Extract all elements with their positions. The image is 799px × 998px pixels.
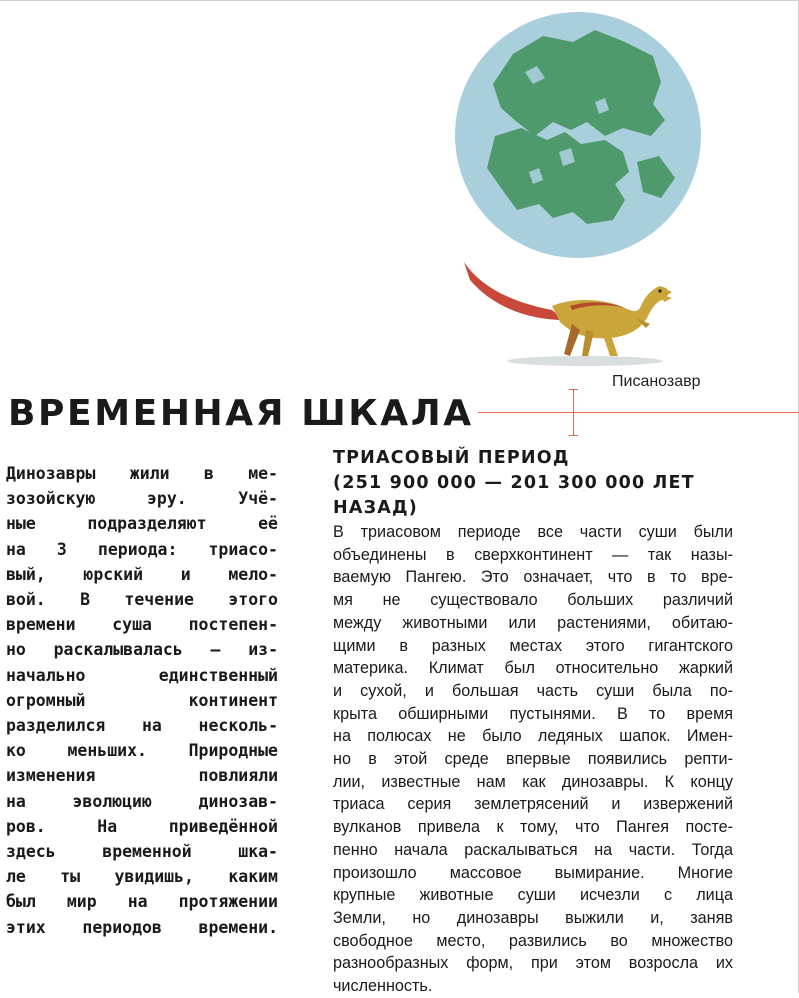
intro-line: ле ты увидишь, каким bbox=[6, 867, 278, 887]
intro-line: зозойскую эру. Учё- bbox=[6, 489, 278, 509]
intro-line: здесь временной шка- bbox=[6, 842, 278, 862]
triassic-body-line: и сухой, и большая часть суши была по- bbox=[333, 681, 733, 700]
pisanosaurus-image bbox=[460, 258, 675, 370]
triassic-body-line: мя не существовало больших различий bbox=[333, 591, 733, 610]
pangea-globe-image bbox=[455, 12, 701, 258]
triassic-heading-line: ТРИАСОВЫЙ ПЕРИОД bbox=[333, 448, 570, 468]
triassic-body-line: ваемую Пангею. Это означает, что в то вре- bbox=[333, 568, 733, 587]
triassic-body-line: крупные животные суши исчезли с лица bbox=[333, 886, 733, 905]
intro-paragraph bbox=[6, 461, 278, 940]
intro-line: ные подразделяют её bbox=[6, 514, 278, 534]
intro-line: был мир на протяжении bbox=[6, 892, 278, 912]
intro-line: изменения повлияли bbox=[6, 766, 278, 786]
triassic-body-line: вулканов привела к тому, что Пангея посте- bbox=[333, 818, 733, 837]
triassic-body-line: пенно начала раскалываться на части. Тогда bbox=[333, 840, 733, 859]
triassic-body-line: триаса серия землетрясений и извержений bbox=[333, 795, 733, 814]
dino-leg-back bbox=[564, 324, 580, 356]
timeline-line bbox=[478, 412, 799, 413]
page-title: ВРЕМЕННАЯ ШКАЛА bbox=[8, 393, 474, 434]
timeline-marker-tick-top bbox=[569, 389, 578, 390]
triassic-body-line: лии, известные нам как динозавры. К концу bbox=[333, 772, 733, 791]
triassic-body-line: на полюсах не было ледяных шапок. Имен- bbox=[333, 727, 733, 746]
intro-line: но раскалывалась — из- bbox=[6, 640, 278, 660]
triassic-body bbox=[333, 521, 733, 998]
intro-line: вый, юрский и мело- bbox=[6, 564, 278, 584]
intro-line: ко меньших. Природные bbox=[6, 741, 278, 761]
triassic-body-line: численность. bbox=[333, 977, 433, 996]
intro-line: Динозавры жили в ме- bbox=[6, 464, 278, 483]
timeline-marker bbox=[573, 389, 574, 436]
timeline-marker-tick-bottom bbox=[569, 435, 578, 436]
intro-line: начально единственный bbox=[6, 665, 278, 685]
triassic-body-line: объединены в сверхконтинент — так назы- bbox=[333, 545, 733, 564]
dino-body bbox=[552, 286, 668, 338]
triassic-body-line: разнообразных форм, при этом возросла их bbox=[333, 954, 733, 973]
intro-line: ров. На приведённой bbox=[6, 816, 278, 836]
triassic-body-line: между животными или растениями, обитаю- bbox=[333, 613, 733, 632]
triassic-body-line: но в этой среде впервые появились репти- bbox=[333, 750, 733, 769]
triassic-heading-line: (251 900 000 — 201 300 000 ЛЕТ bbox=[333, 473, 695, 493]
intro-line: этих периодов времени. bbox=[6, 917, 278, 937]
triassic-body-line: произошло массовое вымирание. Многие bbox=[333, 863, 733, 882]
dinosaur-caption: Писанозавр bbox=[612, 373, 701, 390]
intro-line: времени суша постепен- bbox=[6, 615, 278, 635]
triassic-heading-line: НАЗАД) bbox=[333, 498, 418, 518]
triassic-body-line: В триасовом периоде все части суши были bbox=[333, 523, 733, 541]
intro-line: на 3 периода: триасо- bbox=[6, 539, 278, 559]
intro-line: разделился на несколь- bbox=[6, 716, 278, 736]
triassic-body-line: материка. Климат был относительно жаркий bbox=[333, 659, 733, 678]
triassic-heading bbox=[333, 446, 753, 521]
intro-line: огромный континент bbox=[6, 690, 278, 710]
triassic-body-line: Земли, но динозавры выжили и, заняв bbox=[333, 908, 733, 927]
triassic-body-line: свободное место, развились во множество bbox=[333, 931, 733, 950]
triassic-body-line: крыта обширными пустынями. В то время bbox=[333, 704, 733, 723]
intro-line: вой. В течение этого bbox=[6, 590, 278, 610]
triassic-body-line: щими в разных местах этого гигантского bbox=[333, 636, 733, 655]
dino-tail bbox=[464, 262, 564, 320]
intro-line: на эволюцию динозав- bbox=[6, 791, 278, 811]
